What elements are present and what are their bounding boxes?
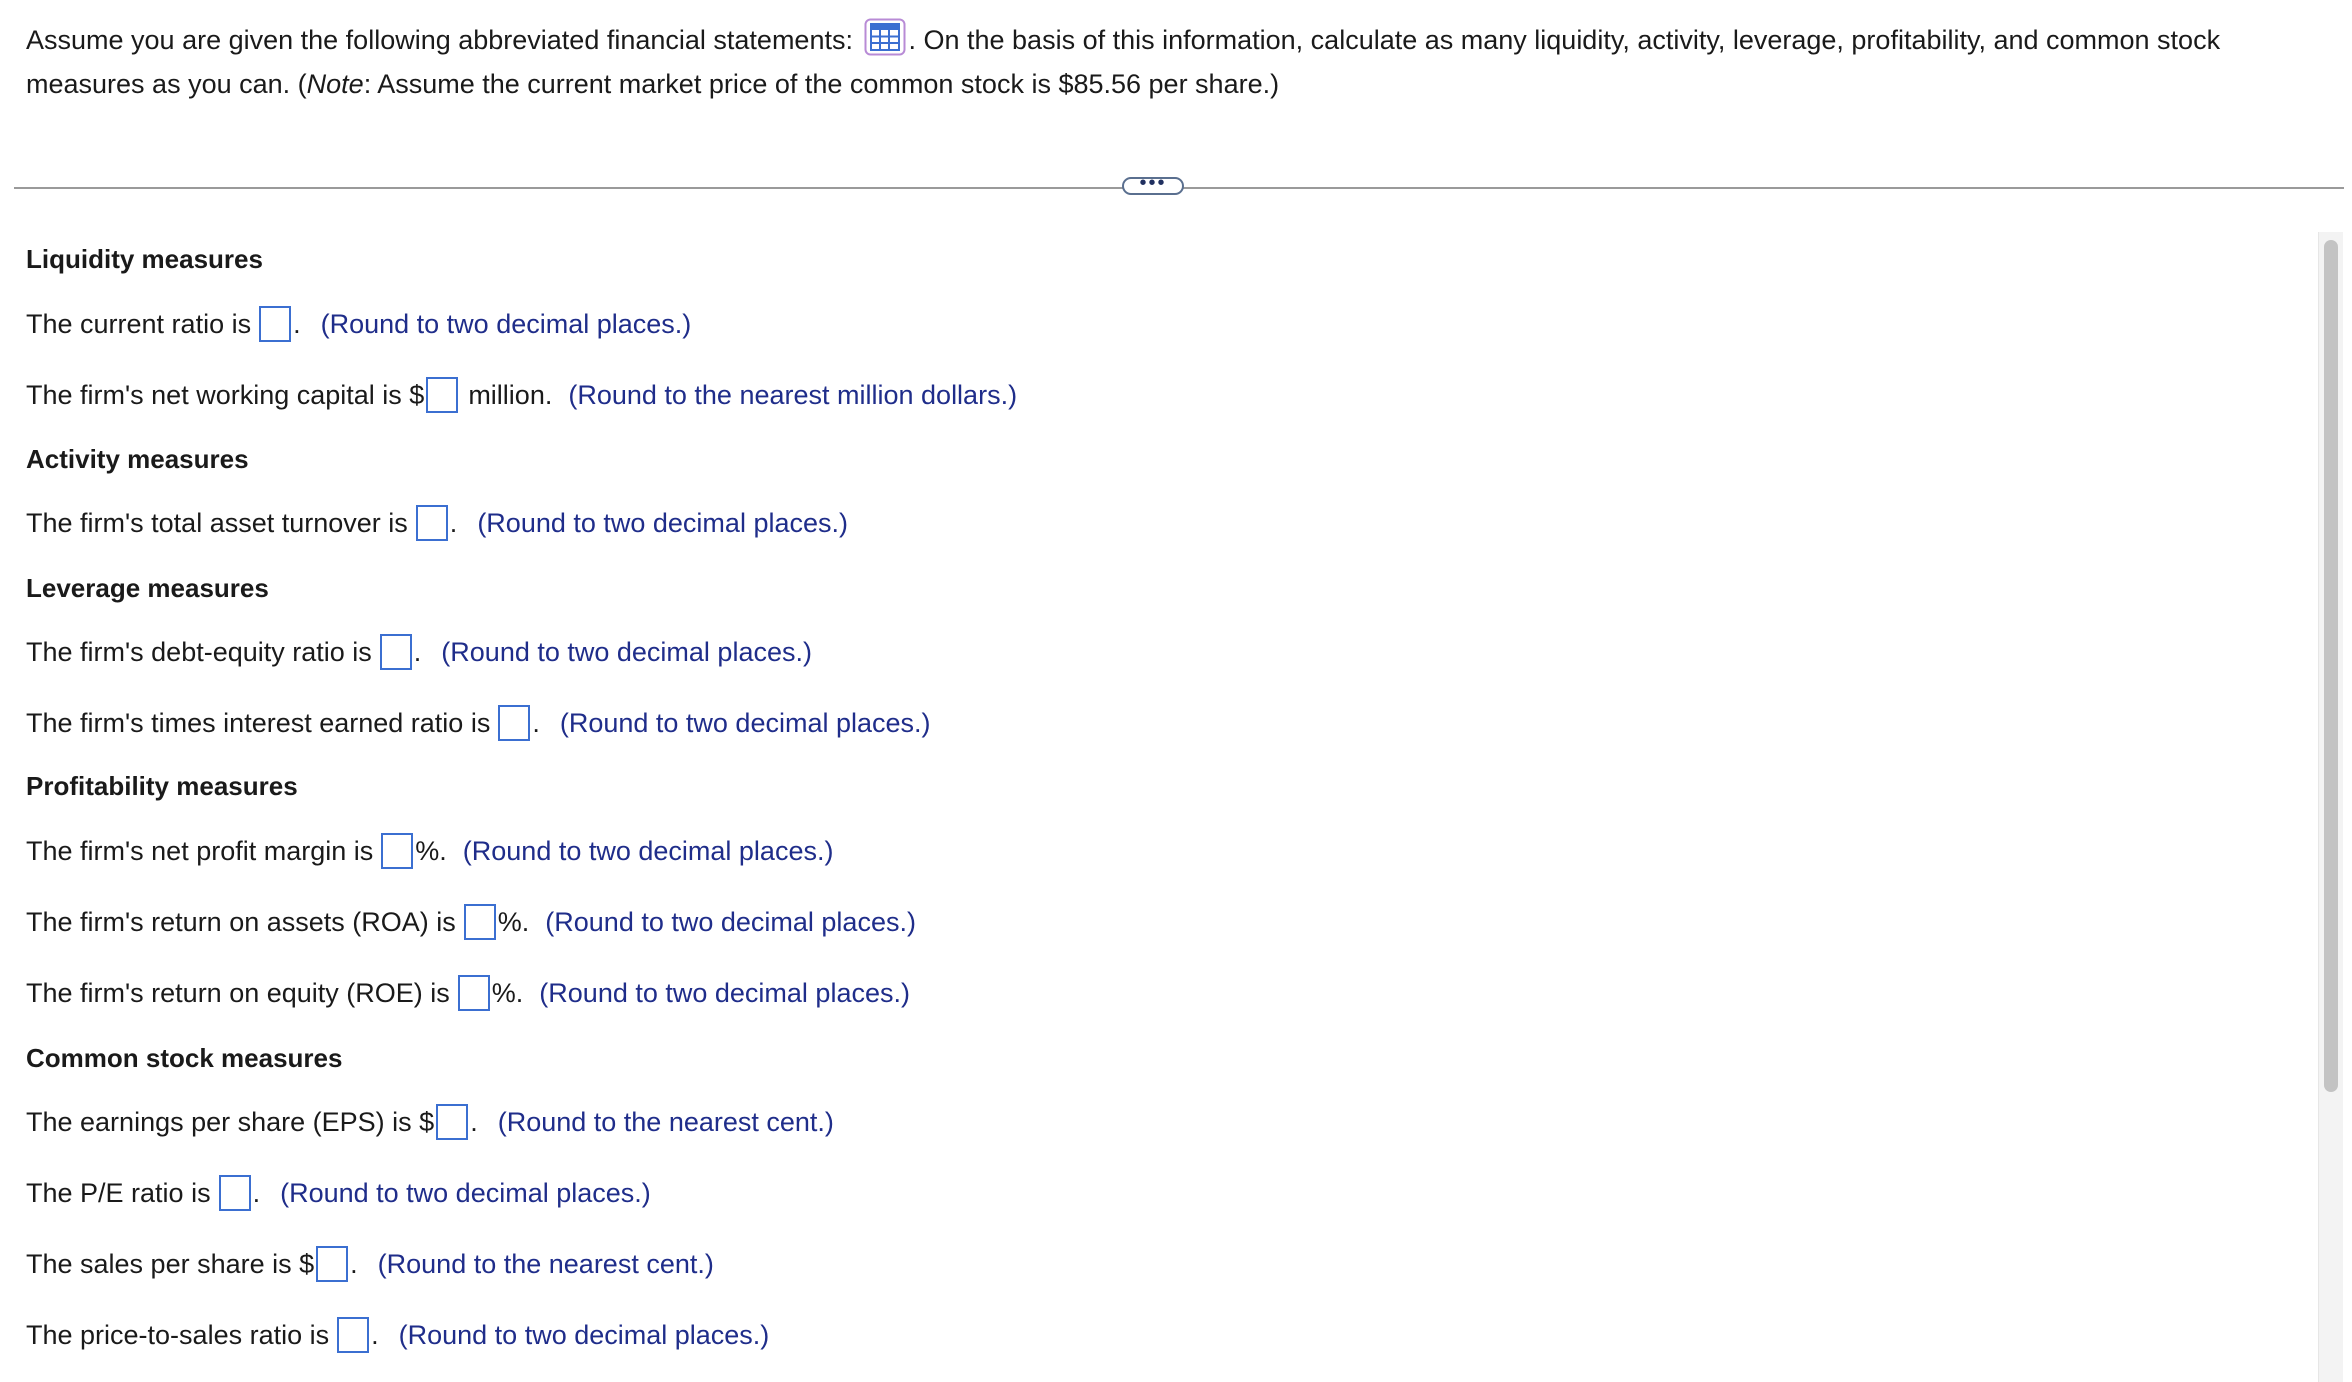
heading-common-stock: Common stock measures xyxy=(26,1043,343,1073)
npm-input[interactable] xyxy=(381,833,413,869)
de-label: The firm's debt-equity ratio is xyxy=(26,636,372,667)
tat-hint: (Round to two decimal places.) xyxy=(477,507,848,538)
row-roe xyxy=(26,971,910,1015)
question-intro xyxy=(26,18,2316,106)
row-roa xyxy=(26,900,916,944)
pts-hint: (Round to two decimal places.) xyxy=(398,1319,770,1350)
intro-note-word: Note xyxy=(306,69,364,99)
pts-input[interactable] xyxy=(337,1317,369,1353)
sps-suffix: . xyxy=(350,1248,358,1279)
heading-profitability: Profitability measures xyxy=(26,771,298,801)
nwc-suffix: million. xyxy=(468,379,553,410)
eps-input[interactable] xyxy=(436,1104,468,1140)
tie-label: The firm's times interest earned ratio is xyxy=(26,707,491,738)
tie-input[interactable] xyxy=(498,705,530,741)
heading-liquidity: Liquidity measures xyxy=(26,244,263,274)
row-debt-equity xyxy=(26,630,812,674)
eps-hint: (Round to the nearest cent.) xyxy=(497,1106,834,1137)
roe-input[interactable] xyxy=(458,975,490,1011)
nwc-label: The firm's net working capital is $ xyxy=(26,379,425,410)
eps-suffix: . xyxy=(470,1106,478,1137)
scrollbar-thumb[interactable] xyxy=(2324,240,2338,1092)
row-times-interest xyxy=(26,701,931,745)
roe-suffix: %. xyxy=(491,977,524,1008)
sps-input[interactable] xyxy=(316,1246,348,1282)
row-net-working-capital xyxy=(26,373,1017,417)
pts-label: The price-to-sales ratio is xyxy=(26,1319,330,1350)
tat-suffix: . xyxy=(449,507,458,538)
pe-suffix: . xyxy=(252,1177,261,1208)
row-eps xyxy=(26,1100,834,1144)
pe-input[interactable] xyxy=(219,1175,251,1211)
tie-suffix: . xyxy=(532,707,540,738)
row-current-ratio xyxy=(26,302,691,346)
de-suffix: . xyxy=(413,636,422,667)
current-ratio-input[interactable] xyxy=(259,306,291,342)
npm-hint: (Round to two decimal places.) xyxy=(462,835,834,866)
pts-suffix: . xyxy=(371,1319,379,1350)
expand-more-button[interactable]: ••• xyxy=(1122,177,1184,195)
current-ratio-hint: (Round to two decimal places.) xyxy=(320,308,692,339)
eps-label: The earnings per share (EPS) is $ xyxy=(26,1106,435,1137)
heading-leverage: Leverage measures xyxy=(26,573,269,603)
roe-hint: (Round to two decimal places.) xyxy=(539,977,910,1008)
row-net-profit-margin xyxy=(26,829,833,873)
heading-activity: Activity measures xyxy=(26,444,249,474)
roe-label: The firm's return on equity (ROE) is xyxy=(26,977,450,1008)
de-input[interactable] xyxy=(380,634,412,670)
intro-text-1: Assume you are given the following abbreviated financial statements: xyxy=(26,25,853,55)
current-ratio-label: The current ratio is xyxy=(26,308,252,339)
npm-suffix: %. xyxy=(415,835,447,866)
current-ratio-suffix: . xyxy=(293,308,301,339)
intro-text-3: : Assume the current market price of the common stock is $85.56 per share.) xyxy=(363,69,1280,99)
sps-label: The sales per share is $ xyxy=(26,1248,315,1279)
tat-input[interactable] xyxy=(416,505,448,541)
roa-suffix: %. xyxy=(497,906,530,937)
tie-hint: (Round to two decimal places.) xyxy=(559,707,931,738)
npm-label: The firm's net profit margin is xyxy=(26,835,374,866)
table-grid-icon[interactable] xyxy=(864,18,906,56)
tat-label: The firm's total asset turnover is xyxy=(26,507,408,538)
row-price-to-sales xyxy=(26,1313,769,1357)
sps-hint: (Round to the nearest cent.) xyxy=(377,1248,714,1279)
roa-label: The firm's return on assets (ROA) is xyxy=(26,906,456,937)
roa-hint: (Round to two decimal places.) xyxy=(545,906,916,937)
pe-hint: (Round to two decimal places.) xyxy=(280,1177,651,1208)
intro-text-2: . On the basis of this information, calculate as many liquidity, activity, leverage, profitability, and common stock measures as you can. ( xyxy=(26,25,2221,99)
row-pe xyxy=(26,1171,651,1215)
row-total-asset-turnover xyxy=(26,501,848,545)
nwc-hint: (Round to the nearest million dollars.) xyxy=(568,379,1018,410)
de-hint: (Round to two decimal places.) xyxy=(441,636,812,667)
row-sales-per-share xyxy=(26,1242,714,1286)
roa-input[interactable] xyxy=(464,904,496,940)
nwc-input[interactable] xyxy=(426,377,458,413)
pe-label: The P/E ratio is xyxy=(26,1177,211,1208)
